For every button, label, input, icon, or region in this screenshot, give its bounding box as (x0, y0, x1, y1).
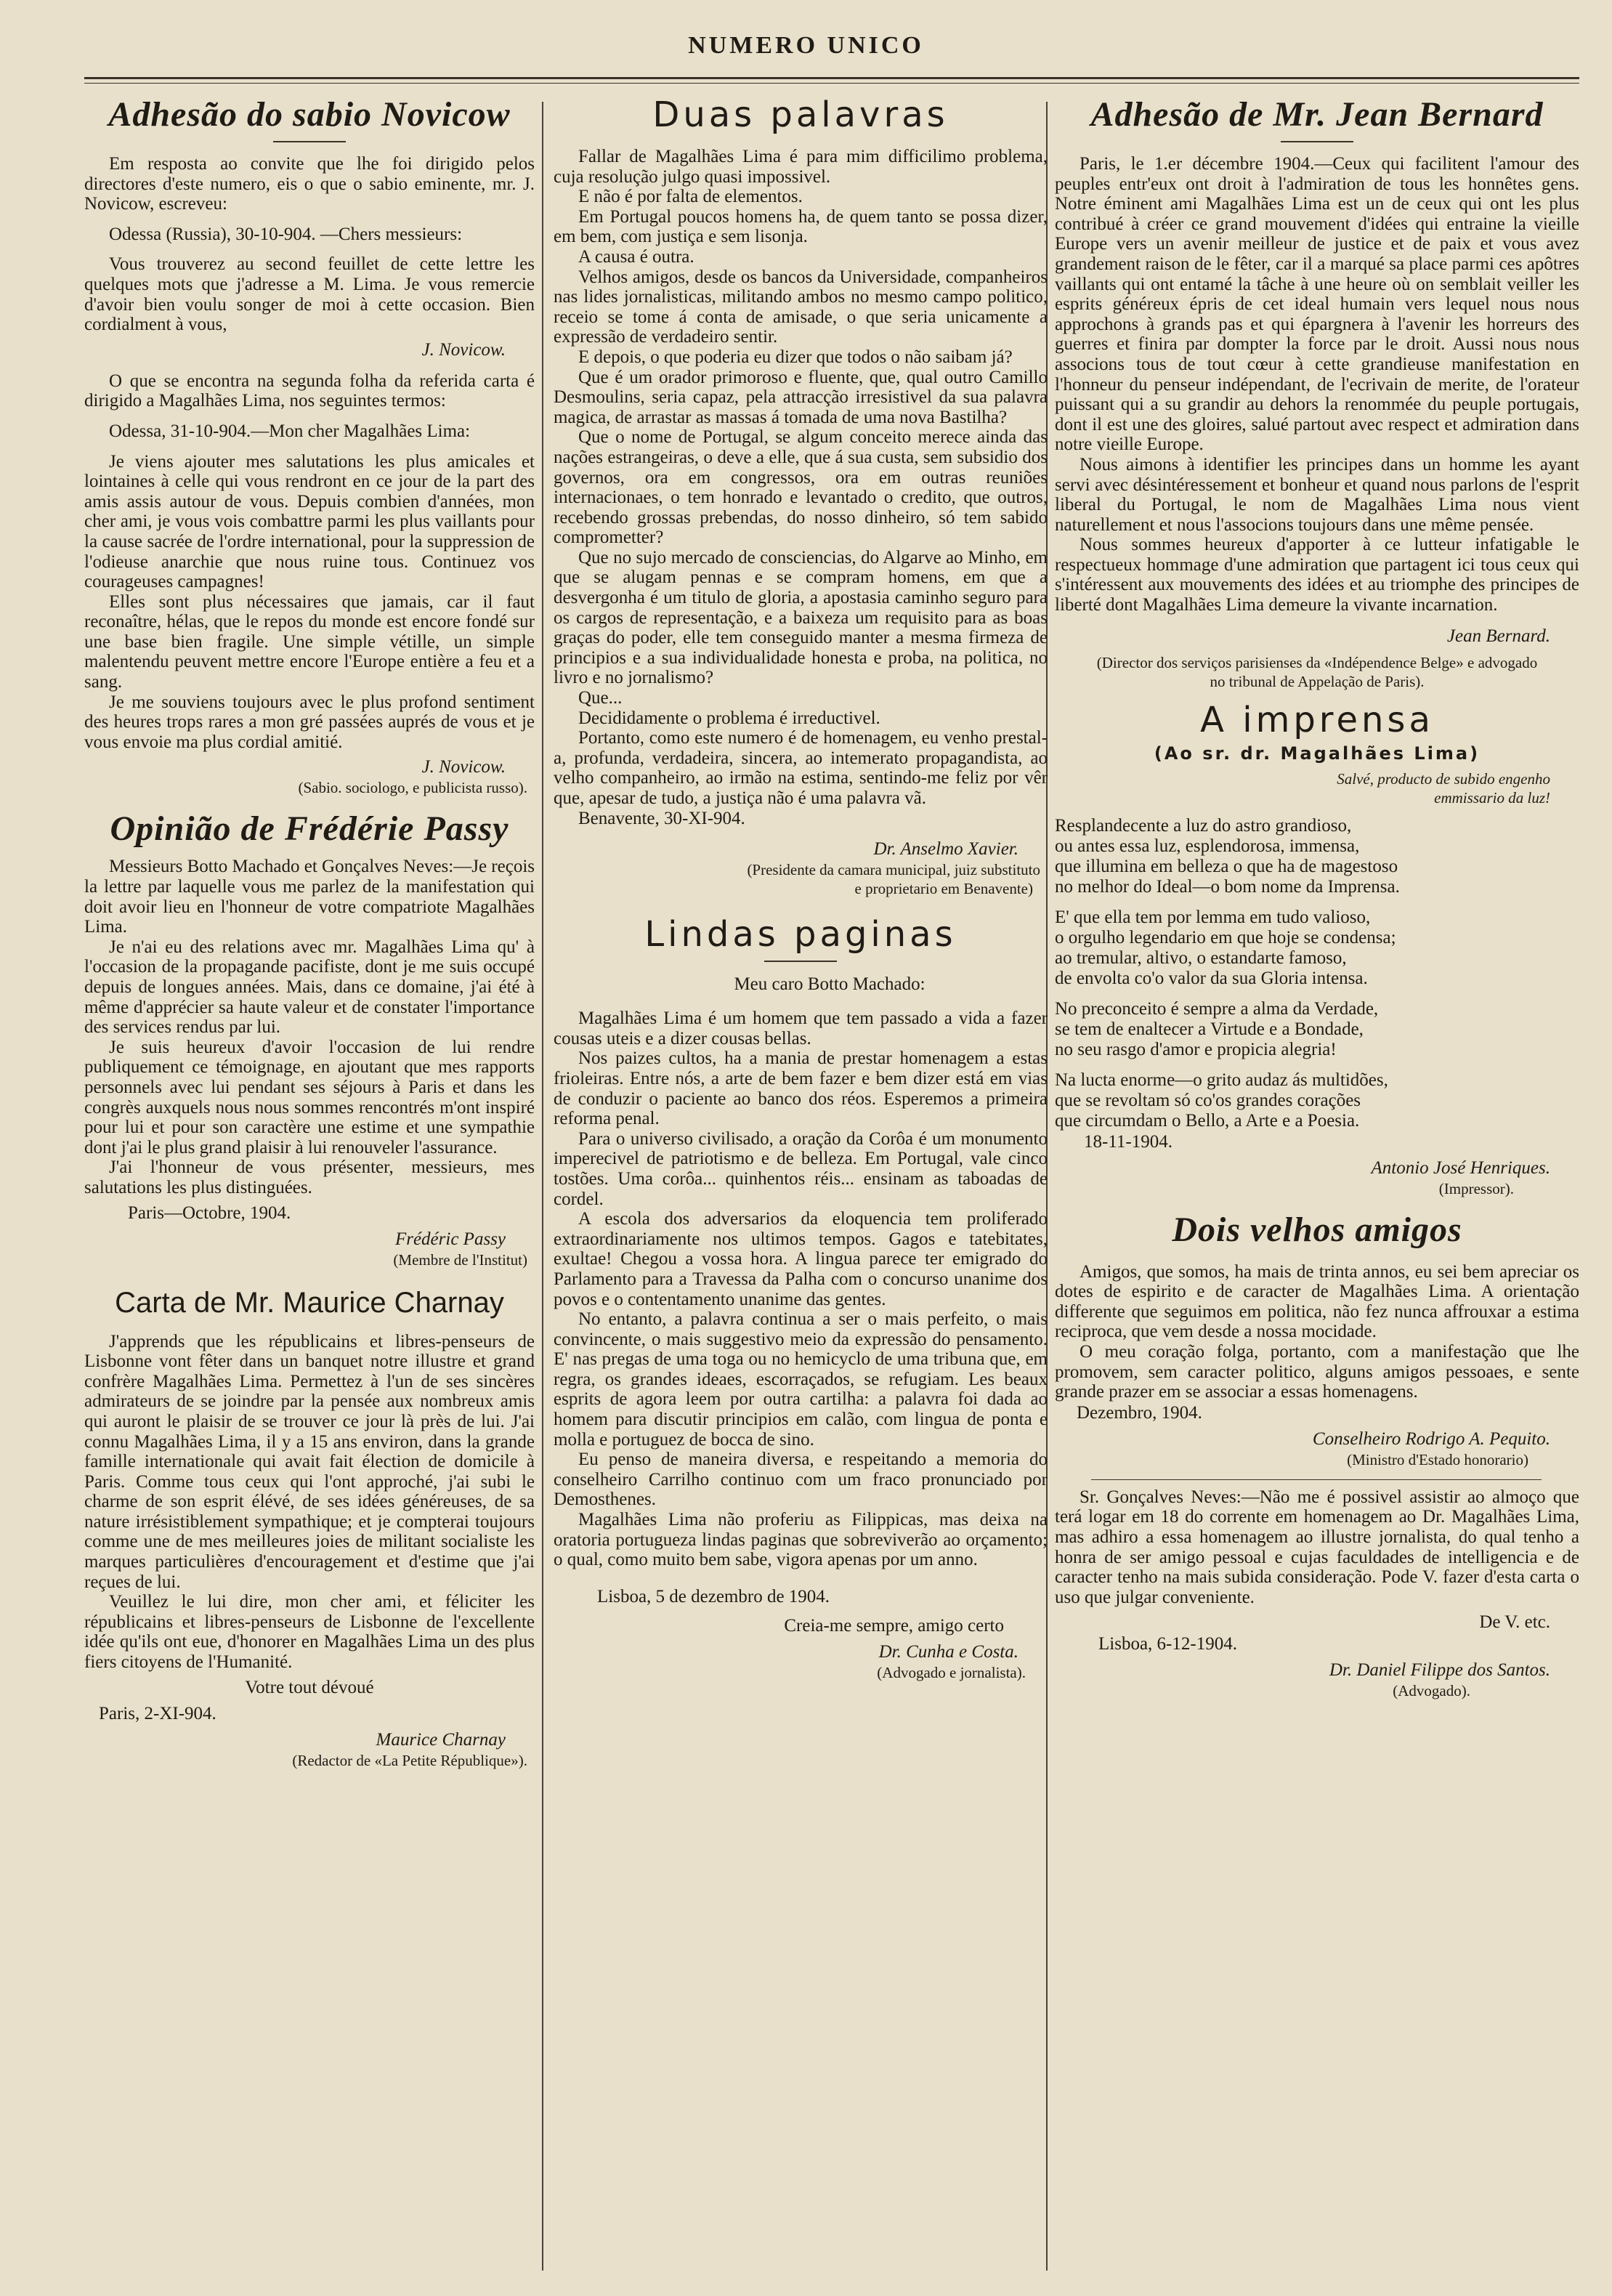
paragraph: Magalhães Lima é um homem que tem passado a vida a fazer cousas uteis e a dizer cousas bellas. (554, 1008, 1048, 1048)
verse-line: E' que ella tem por lemma em tudo valioso, (1055, 907, 1371, 927)
signatory-role: (Director dos serviços parisienses da «Indépendence Belge» e advogado (1096, 653, 1538, 671)
verse-line: que circumdam o Bello, a Arte e a Poesia. (1055, 1110, 1360, 1131)
verse-line: No preconceito é sempre a alma da Verdade, (1055, 998, 1379, 1019)
place-date: Lisboa, 6-12-1904. (1098, 1634, 1237, 1654)
verse-line: no melhor do Ideal—o bom nome da Imprensa. (1055, 876, 1400, 897)
paragraph: Veuillez le lui dire, mon cher ami, et féliciter les républicains et libres-penseurs de Lisbonne de l'excellente idée qu'ils ont eue, d'honorer en Magalhães Lima un des plus fiers citoyens de l'Humanité. (84, 1592, 535, 1673)
paragraph: O que se encontra na segunda folha da referida carta é dirigido a Magalhães Lima, nos seguintes termos: (84, 371, 535, 411)
signature: Antonio José Henriques. (1371, 1157, 1550, 1178)
article-title: A imprensa (1200, 699, 1434, 740)
verse-line: que se revoltam só co'os grandes corações (1055, 1090, 1361, 1110)
signature: Dr. Cunha e Costa. (878, 1641, 1018, 1662)
signature: Dr. Anselmo Xavier. (873, 839, 1018, 860)
paragraph: O meu coração folga, portanto, com a manifestação que lhe promovem, sem caracter politico, alguns amigos pessoaes, e sente grande prazer em se associar a essas homenagens. (1055, 1342, 1579, 1402)
signature: Dr. Daniel Filippe dos Santos. (1329, 1660, 1550, 1681)
verse-line: se tem de enaltecer a Virtude e a Bondade, (1055, 1019, 1364, 1039)
paragraph: Em Portugal poucos homens ha, de quem tanto se possa dizer, em bem, com justiça e sem lisonja. (554, 206, 1048, 247)
paragraph: Que o nome de Portugal, se algum conceito merece ainda das nações estrangeiras, o deve a elle, que á sua custa, sem subsidio dos governos, ora em congressos, ora em outras reuniões internacionaes, o tem honrado e levantado o credito, que outros, recebendo grossas prebendas, do nosso dinheiro, só tem sabido comprometter? (554, 427, 1048, 548)
paragraph: Vous trouverez au second feuillet de cette lettre les quelques mots que j'adresse a M. Lima. Je vous remercie d'avoir bien voulu songer de moi à cette occasion. Bien cordialment à vous, (84, 254, 535, 335)
paragraph: Odessa (Russia), 30-10-904. —Chers messieurs: (109, 224, 463, 244)
signatory-role: (Advogado e jornalista). (877, 1663, 1026, 1681)
signatory-role: (Membre de l'Institut) (393, 1250, 527, 1269)
signatory-role: (Sabio. sociologo, e publicista russo). (298, 779, 527, 797)
article-title: Lindas paginas (644, 914, 957, 955)
verse-line: o orgulho legendario em que hoje se condensa; (1055, 927, 1396, 947)
paragraph: Decididamente o problema é irreductivel. (578, 708, 880, 728)
title-dash (764, 961, 837, 962)
article-title: Carta de Mr. Maurice Charnay (115, 1286, 504, 1319)
column-2 (554, 93, 1048, 1682)
closing: De V. etc. (1479, 1612, 1550, 1633)
paragraph: Amigos, que somos, ha mais de trinta annos, eu sei bem apreciar os dotes de espirito e de caracter de Magalhães Lima. A orientação differente que seguimos em politica, não fez nunca affrouxar a estima reciproca, que vem desde a nossa mocidade. (1055, 1261, 1579, 1342)
column-divider (542, 102, 543, 2271)
article-subtitle: (Ao sr. dr. Magalhães Lima) (1154, 743, 1481, 764)
epigraph-line: emmissario da luz! (1434, 788, 1550, 807)
header-rule-thin (84, 83, 1579, 84)
paragraph: Je n'ai eu des relations avec mr. Magalhães Lima qu' à l'occasion de la propagande pacifiste, dont je me suis occupé depuis de longues années. Mais, dans ce domaine, j'ai été à même d'apprécier sa haute valeur et de constater l'importance des services rendus par lui. (84, 937, 535, 1038)
paragraph: Que no sujo mercado de consciencias, do Algarve ao Minho, em que se alugam pennas e se compram homens, em que a desvergonha é um titulo de gloria, a apostasia caminho seguro para os cargos de representação, e a baixeza um requisito para as boas graças do poder, elle tem conseguido manter a mesma firmeza de principios e a sua individualidade honesta e proba, na politica, no livro e no jornalismo? (554, 547, 1048, 688)
verse-line: que illumina em belleza o que ha de magestoso (1055, 856, 1398, 876)
section-rule (1091, 1479, 1542, 1480)
title-dash (1281, 141, 1353, 142)
signature: J. Novicow. (421, 339, 506, 360)
article-title: Opinião de Frédérie Passy (110, 809, 509, 849)
paragraph: Que... (578, 688, 623, 708)
place-date: Paris—Octobre, 1904. (128, 1202, 291, 1223)
signature: Frédéric Passy (394, 1229, 506, 1249)
signature: J. Novicow. (421, 757, 506, 777)
column-1 (84, 93, 535, 1770)
paragraph: A escola dos adversarios da eloquencia tem proliferado extraordinariamente nos ultimos tempos. Gagos e tatebitates, exultae! Chegou a vossa hora. A lingua parece ter emigrado do Parlamento para a Travessa da Palha com o concurso unanime dos povos e o contentamento unanime das gentes. (554, 1209, 1048, 1309)
article-title: Adhesão de Mr. Jean Bernard (1090, 95, 1544, 134)
paragraph: Nous aimons à identifier les principes dans un homme les ayant servi avec désintéressement et bonheur et quand nous parlons de l'esprit liberal du Portugal, le nom de Magalhães Lima nous vient naturellement et nous l'associons toujours dans une même pensée. (1055, 454, 1579, 535)
stanza (1055, 999, 1579, 1060)
paragraph: Magalhães Lima não proferiu as Filippicas, mas deixa na oratoria portugueza lindas paginas que sobreviverão ao orçamento; o qual, como muito bem sabe, vigora apenas por um anno. (554, 1510, 1048, 1570)
paragraph: Velhos amigos, desde os bancos da Universidade, companheiros nas lides jornalisticas, militando ambos no mesmo campo politico, receio se tome á conta de amisade, o que seria unicamente a expressão de verdadeiro sentir. (554, 267, 1048, 347)
paragraph: E não é por falta de elementos. (578, 187, 803, 207)
paragraph: Je me souviens toujours avec le plus profond sentiment des heures trops rares a mon gré passées auprés de vous et je vous envoie ma plus cordial amitié. (84, 692, 535, 752)
paragraph: J'apprends que les républicains et libres-penseurs de Lisbonne vont fêter dans un banquet notre illustre et grand confrère Magalhães Lima. Permettez à l'un de ses sincères admirateurs de se joindre par la pensée aux nombreux amis qui auront le plaisir de se trouver ce jour là près de lui. J'ai connu Magalhães Lima, il y a 15 ans environ, dans la grande famille internationale qui avait fait élection de domicile à Paris. Comme tous ceux qui l'ont approché, j'ai subi le charme de son esprit élévé, de ses idées généreuses, de sa nature irrésistiblement sympathique; et je compterai toujours comme une de mes meilleures joies de militant socialiste les marques particulières d'encouragement et d'estime que j'ai reçues de lui. (84, 1331, 535, 1592)
verse-line: ao tremular, altivo, o estandarte famoso, (1055, 947, 1347, 968)
signatory-role: (Impressor). (1438, 1179, 1514, 1197)
verse-line: de envolta co'o valor da sua Gloria intensa. (1055, 968, 1368, 988)
closing: Creia-me sempre, amigo certo (784, 1615, 1004, 1636)
paragraph: No entanto, a palavra continua a ser o mais perfeito, o mais convincente, o mais suggestivo meio da expressão do pensamento. E' nas pregas de uma toga ou no hemicyclo de uma tribuna que, em regra, os grandes ideaes, escorraçados, se refugiam. Les beaux esprits de agora leem por outra cartilha: a palavra foi dada ao homem para discutir principios em calão, com lingua de ponta e molla e portuguez de bocca de sino. (554, 1309, 1048, 1450)
paragraph: Nos paizes cultos, ha a mania de prestar homenagem a estas frioleiras. Entre nós, a arte de bem fazer e bem dizer está em vias de conduzir o paciente ao banco dos réos. Esperemos a primeira reforma penal. (554, 1048, 1048, 1129)
title-dash (273, 141, 346, 142)
article-title: Adhesão do sabio Novicow (108, 95, 511, 134)
paragraph: A causa é outra. (578, 246, 694, 267)
paragraph: Fallar de Magalhães Lima é para mim difficilimo problema, cuja resolução julgo quasi impossivel. (554, 147, 1048, 187)
signatory-role: (Ministro d'Estado honorario) (1347, 1450, 1528, 1468)
paragraph: E depois, o que poderia eu dizer que todos o não saibam já? (578, 347, 1013, 367)
stanza (1055, 908, 1579, 989)
signatory-role: (Presidente da camara municipal, juiz substituto (747, 861, 1040, 879)
salutation: Meu caro Botto Machado: (734, 974, 926, 995)
epigraph (1055, 769, 1579, 807)
paragraph: Que é um orador primoroso e fluente, que, qual outro Camillo Desmoulins, seria capaz, pela attracção irresistivel da sua palavra magica, de arrastar as massas á tomada de uma nova Bastilha? (554, 367, 1048, 427)
article-title: Duas palavras (652, 94, 949, 135)
paragraph: Em resposta ao convite que lhe foi dirigido pelos directores d'este numero, eis o que o sabio eminente, mr. J. Novicow, escreveu: (84, 154, 535, 214)
paragraph: Nous sommes heureux d'apporter à ce lutteur infatigable le respectueux hommage d'une admiration que partagent ici tous ceux qui s'intéressent aux mouvements des idées et au triomphe des principes de liberté dont Magalhães Lima demeure la vivante incarnation. (1055, 535, 1579, 615)
verse-line: no seu rasgo d'amor e propicia alegria! (1055, 1039, 1337, 1059)
paragraph: Para o universo civilisado, a oração da Corôa é um monumento imperecivel de patriotismo e de belleza. Em Portugal, vale cinco tostões. Uma corôa... quinhentos réis... ensinam as taboadas de cordel. (554, 1128, 1048, 1209)
paragraph: Je viens ajouter mes salutations les plus amicales et lointaines à celle qui vous rendront en ce jour de la part des amis assis autour de vous. Depuis combien d'années, mon cher ami, je vous vois combattre parmi les plus vaillants pour la cause sacrée de l'ordre international, pour la suppression de l'odieuse anarchie que nous ruine tous. Continuez vos courageuses campagnes! (84, 451, 535, 592)
place-date: Dezembro, 1904. (1077, 1402, 1202, 1423)
article-title: Dois velhos amigos (1172, 1210, 1462, 1249)
place-date: Benavente, 30-XI-904. (578, 808, 745, 828)
signature: Jean Bernard. (1446, 626, 1550, 646)
signatory-role: (Advogado). (1393, 1682, 1470, 1700)
paragraph: Odessa, 31-10-904.—Mon cher Magalhães Lima: (109, 421, 471, 441)
paragraph: Sr. Gonçalves Neves:—Não me é possivel assistir ao almoço que terá logar em 18 do corrente em homenagem ao Dr. Magalhães Lima, mas adhiro a essa homenagem ao illustre jornalista, do qual tenho a honra de ser amigo pessoal e cujas faculdades de intelligencia e de caracter tenho na mais subida consideração. Pode V. fazer d'esta carta o uso que julgar conveniente. (1055, 1487, 1579, 1607)
verse-line: Na lucta enorme—o grito audaz ás multidões, (1055, 1070, 1388, 1090)
signature: Maurice Charnay (376, 1729, 506, 1750)
closing: Votre tout dévoué (245, 1677, 374, 1697)
paragraph: Messieurs Botto Machado et Gonçalves Neves:—Je reçois la lettre par laquelle vous me parlez de la manifestation qui doit avoir lieu en l'honneur de votre compatriote Magalhães Lima. (84, 857, 535, 937)
paragraph: Je suis heureux d'avoir l'occasion de lui rendre publiquement ce témoignage, en ajoutant que mes rapports personnels avec lui pendant ses séjours à Paris et dans les congrès auxquels nous nous sommes rencontrés m'ont inspiré pour lui et pour son caractère une estime et une sympathie dont j'ai le plus grand plaisir à lui renouveler l'assurance. (84, 1037, 535, 1157)
stanza (1055, 1070, 1579, 1131)
paragraph: Paris, le 1.er décembre 1904.—Ceux qui facilitent l'amour des peuples entr'eux ont droit à l'admiration de tous les honnêtes gens. Notre éminent ami Magalhães Lima est un de ceux qui ont les plus contribué à créer ce grand mouvement d'idées qui entraine la vieille Europe vers un avenir meilleur de justice et de paix et vous avez grandement raison de le fêter, car il a marqué sa place parmi ces apôtres vaillants qui ont entamé la tâche à une heure où on semblait veiller les esprits généreux épris de cet ideal humain vers lequel nous nous approchons à grands pas et qui épargnera à l'avenir les horreurs des guerres et finira par dompter la force par le droit. Aussi nous nous associons tous de tout cœur à cette grandieuse manifestation en l'honneur du penseur indépendant, de l'ecrivain de merite, de l'orateur puissant qui a su grandir au dehors la renommée du peuple portugais, dont il est une des gloires, salué partout avec respect et admiration dans notre vieille Europe. (1055, 154, 1579, 455)
stanza (1055, 816, 1579, 897)
epigraph-line: Salvé, producto de subido engenho (1337, 769, 1550, 788)
column-3 (1055, 93, 1579, 1700)
verse-line: Resplandecente a luz do astro grandioso, (1055, 815, 1352, 836)
verse-line: ou antes essa luz, esplendorosa, immensa, (1055, 836, 1360, 856)
signatory-role: no tribunal de Appelação de Paris). (1210, 672, 1425, 690)
paragraph: Eu penso de maneira diversa, e respeitando a memoria do conselheiro Carrilho continuo com um fraco pronunciado por Demosthenes. (554, 1450, 1048, 1510)
signatory-role: (Redactor de «La Petite République»). (292, 1751, 527, 1769)
signature: Conselheiro Rodrigo A. Pequito. (1312, 1428, 1550, 1449)
paragraph: Portanto, como este numero é de homenagem, eu venho prestal-a, profunda, verdadeira, sincera, ao intemerato propagandista, ao velho companheiro, ao irmão na estima, sentindo-me feliz por vêr que, apesar de tudo, a justiça não é uma palavra vã. (554, 728, 1048, 808)
place-date: 18-11-1904. (1084, 1131, 1172, 1152)
masthead: NUMERO UNICO (688, 32, 924, 59)
place-date: Lisboa, 5 de dezembro de 1904. (597, 1586, 830, 1606)
place-date: Paris, 2-XI-904. (99, 1703, 216, 1723)
header-rule (84, 77, 1579, 79)
paragraph: Elles sont plus nécessaires que jamais, car il faut reconaître, hélas, que le repos du monde est encore fondé sur une base bien fragile. Une simple vétille, un simple malentendu peuvent mettre encore l'Europe entière a feu et a sang. (84, 591, 535, 692)
paragraph: J'ai l'honneur de vous présenter, messieurs, mes salutations les plus distinguées. (84, 1157, 535, 1197)
signatory-role: e proprietario em Benavente) (854, 880, 1033, 898)
